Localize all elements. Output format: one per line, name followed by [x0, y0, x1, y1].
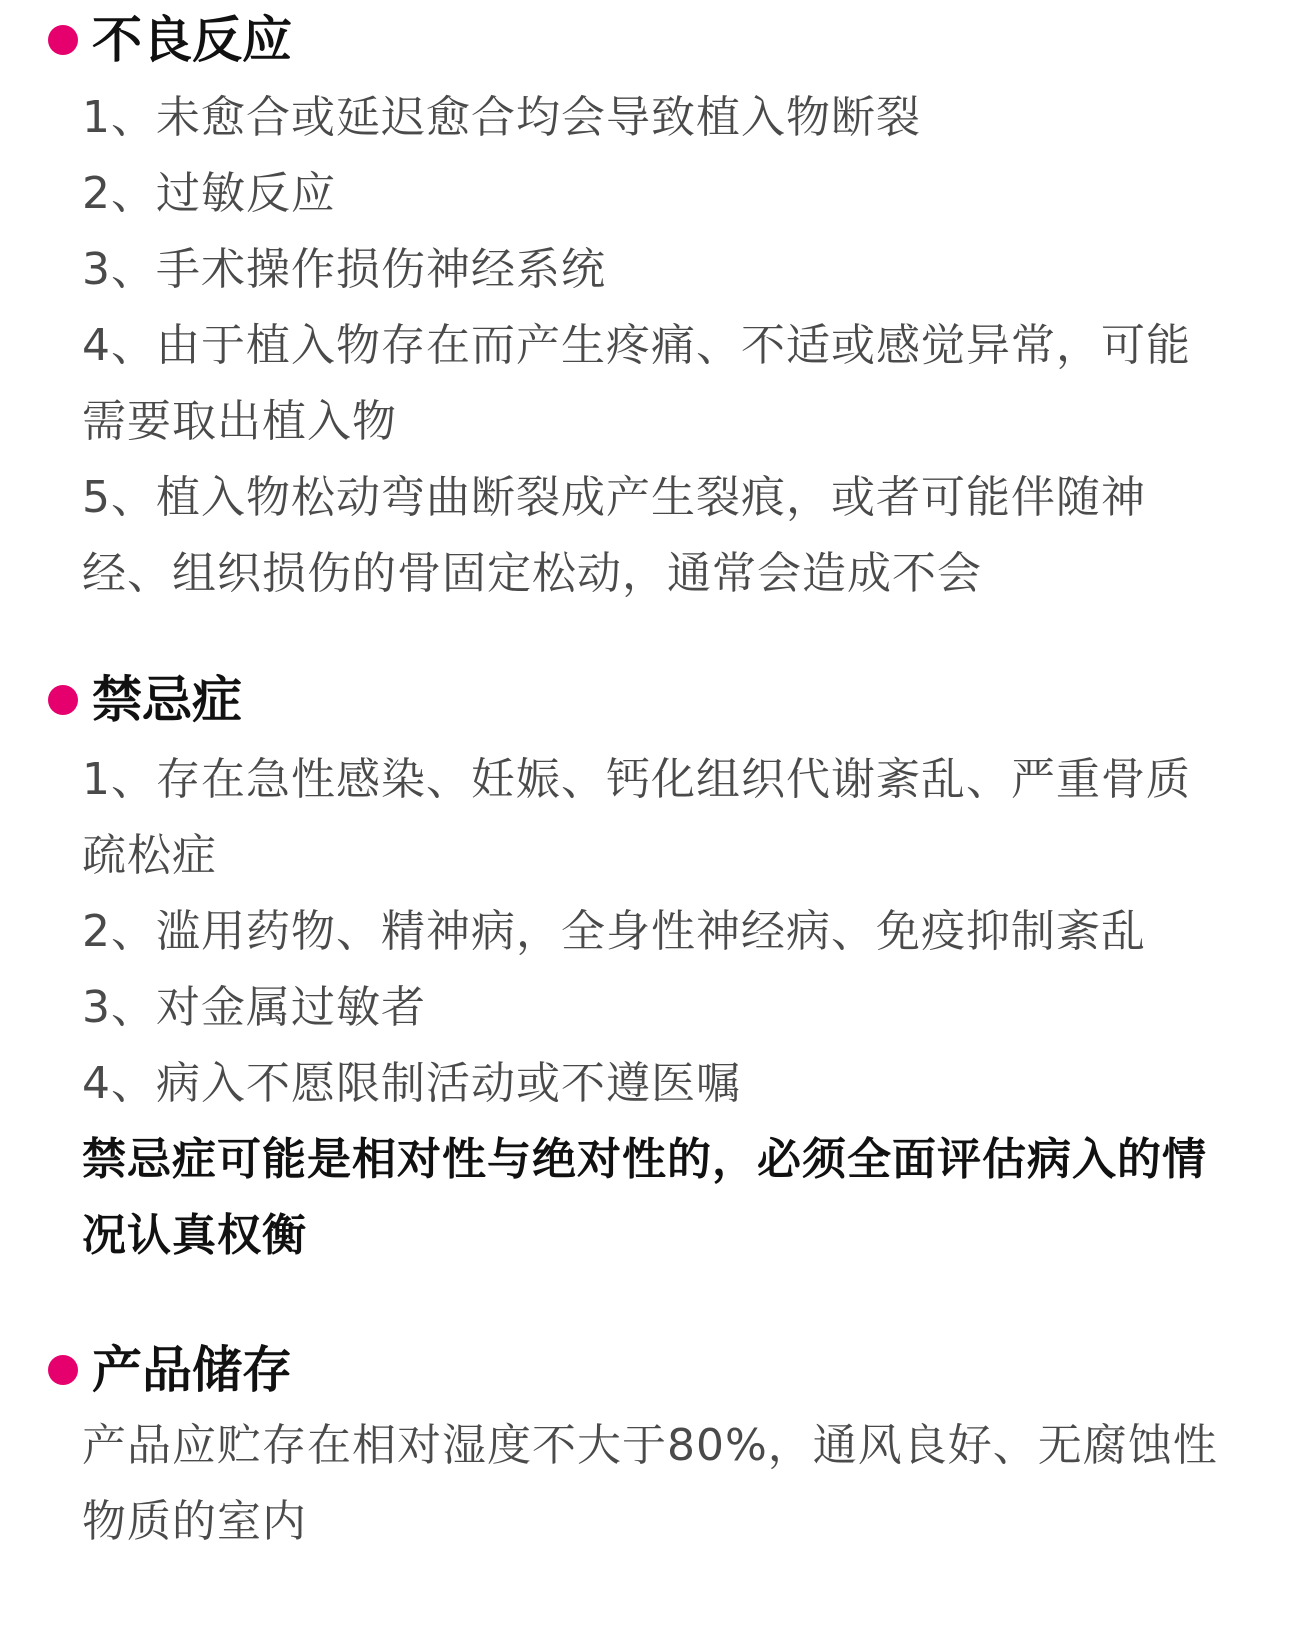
list-item: 3、对金属过敏者 — [82, 982, 426, 1033]
list-item: 2、过敏反应 — [82, 168, 336, 219]
bullet-dot-icon — [48, 1355, 78, 1385]
list-item: 3、手术操作损伤神经系统 — [82, 244, 606, 295]
list-item: 1、存在急性感染、妊娠、钙化组织代谢紊乱、严重骨质疏松症 — [82, 754, 1191, 881]
list-item: 1、未愈合或延迟愈合均会导致植入物断裂 — [82, 92, 921, 143]
list-item: 2、滥用药物、精神病，全身性神经病、免疫抑制紊乱 — [82, 906, 1146, 957]
bullet-dot-icon — [48, 685, 78, 715]
storage-title: 产品储存 — [92, 1341, 292, 1399]
list-item: 5、植入物松动弯曲断裂成产生裂痕，或者可能伴随神经、组织损伤的骨固定松动，通常会造成不会 — [82, 472, 1146, 599]
contraindications-heading — [0, 660, 1300, 740]
adverse-reactions-title: 不良反应 — [92, 11, 292, 69]
storage-text: 产品应贮存在相对湿度不大于80%，通风良好、无腐蚀性物质的室内 — [82, 1420, 1218, 1547]
list-item: 4、病入不愿限制活动或不遵医嘱 — [82, 1058, 741, 1109]
contraindications-title: 禁忌症 — [92, 671, 242, 729]
storage-text-block — [82, 1408, 1222, 1560]
bullet-dot-icon — [48, 25, 78, 55]
storage-heading — [0, 1330, 1300, 1410]
contraindications-list — [82, 742, 1222, 1274]
contraindications-note: 禁忌症可能是相对性与绝对性的，必须全面评估病入的情况认真权衡 — [82, 1134, 1207, 1261]
adverse-reactions-list — [82, 80, 1222, 612]
list-item: 4、由于植入物存在而产生疼痛、不适或感觉异常，可能需要取出植入物 — [82, 320, 1191, 447]
adverse-reactions-heading — [0, 0, 1300, 80]
